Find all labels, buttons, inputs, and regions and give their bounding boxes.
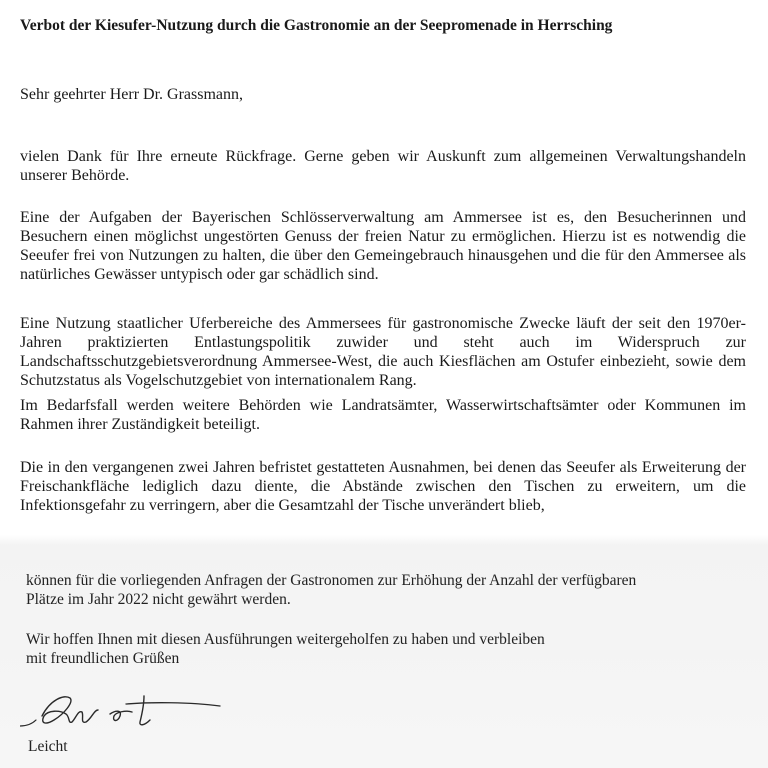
letter-salutation: Sehr geehrter Herr Dr. Grassmann,: [20, 86, 244, 103]
paragraph-tasks: Eine der Aufgaben der Bayerischen Schlösserverwaltung am Ammersee ist es, den Besucherinnen und Besuchern einen möglichst ungestörten Genuss der freien Natur zu ermöglichen. Hierzu ist es notwendig die Seeufer frei von Nutzungen zu halten, die über den Gemeingebrauch hinausgehen und die für den Ammersee als natürliches Gewässer untypisch oder gar schädlich sind.: [20, 209, 746, 283]
continuation-line: können für die vorliegenden Anfragen der Gastronomen zur Erhöhung der Anzahl der verfügbaren: [26, 572, 637, 589]
paragraph-continuation: [26, 571, 716, 609]
signer-name: Leicht: [28, 738, 68, 755]
letter-closing: [26, 630, 716, 668]
letter-subject: Verbot der Kiesufer-Nutzung durch die Gastronomie an der Seepromenade in Herrsching: [20, 17, 613, 34]
paragraph-exceptions: Die in den vergangenen zwei Jahren befristet gestatteten Ausnahmen, bei denen das Seeufer als Erweiterung der Freischankfläche lediglich dazu diente, die Abstände zwischen den Tischen zu erweitern, um die Infektionsgefahr zu verringern, aber die Gesamtzahl der Tische unverändert blieb,: [20, 459, 746, 514]
handwritten-signature: [20, 680, 230, 740]
paragraph-thanks: vielen Dank für Ihre erneute Rückfrage. Gerne geben wir Auskunft zum allgemeinen Verwaltungshandeln unserer Behörde.: [20, 148, 746, 184]
continuation-line: Plätze im Jahr 2022 nicht gewährt werden.: [26, 591, 291, 608]
closing-greeting: mit freundlichen Grüßen: [26, 650, 180, 667]
paragraph-authorities: Im Bedarfsfall werden weitere Behörden wie Landratsämter, Wasserwirtschaftsämter oder Kommunen im Rahmen ihrer Zuständigkeit beteiligt.: [20, 397, 746, 433]
paragraph-gastronomy-use: Eine Nutzung staatlicher Uferbereiche des Ammersees für gastronomische Zwecke läuft der seit den 1970er-Jahren praktizierten Entlastungspolitik zuwider und steht auch im Widerspruch zur Landschaftsschutzgebietsverordnung Ammersee-West, die auch Kiesflächen am Ostufer einbezieht, sowie dem Schutzstatus als Vogelschutzgebiet von internationalem Rang.: [20, 315, 746, 389]
closing-line: Wir hoffen Ihnen mit diesen Ausführungen weitergeholfen zu haben und verbleiben: [26, 631, 545, 648]
